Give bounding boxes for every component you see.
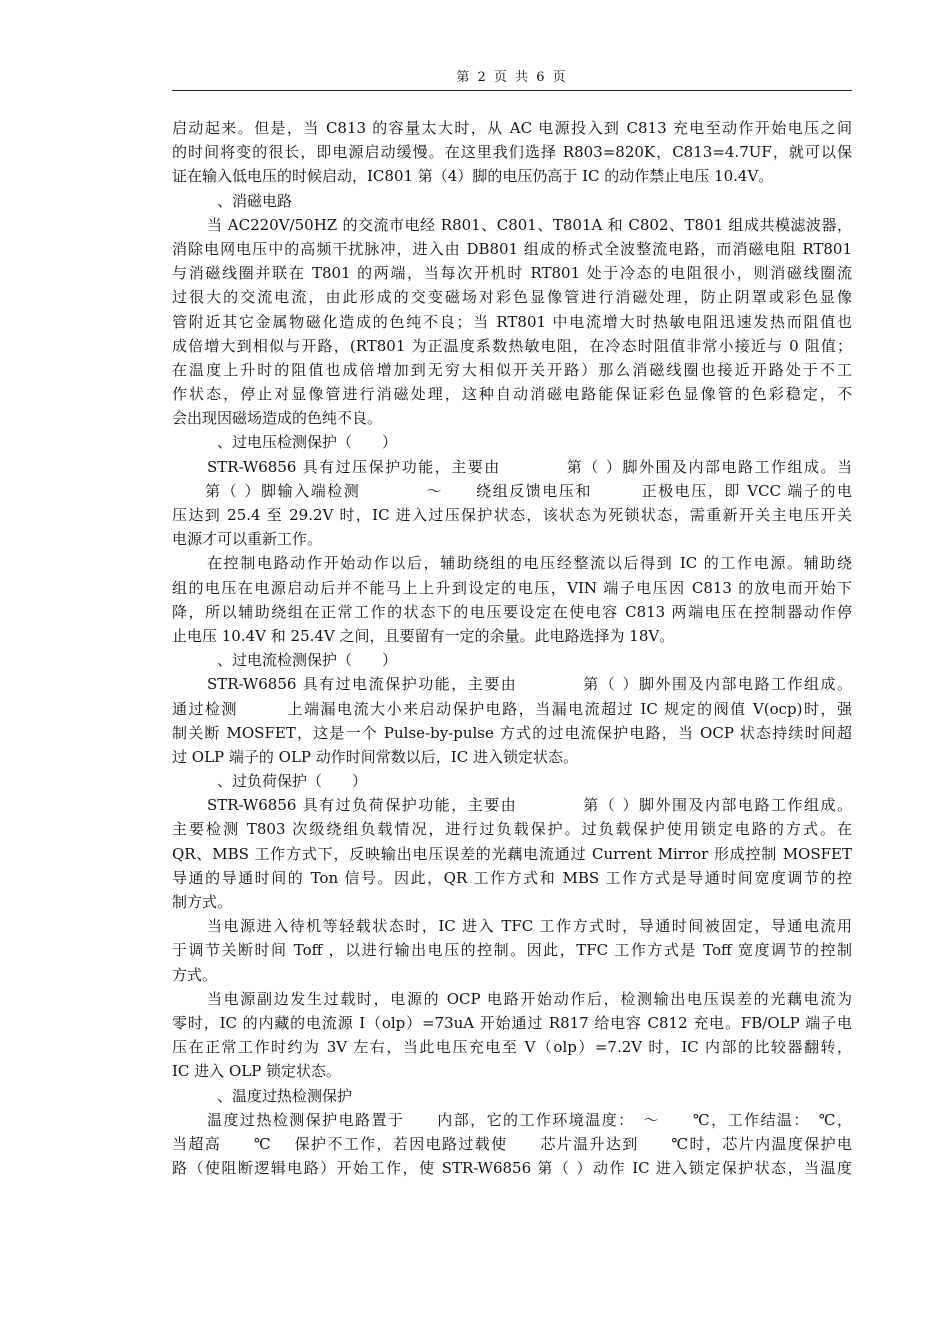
text-line: 、过负荷保护（ ） — [217, 772, 368, 791]
text-line: 过很大的交流电流，由此形成的交变磁场对彩色显像管进行消磁处理，防止阴罩或彩色显像 — [172, 288, 852, 307]
text-line: STR-W6856 具有过压保护功能，主要由 第（ ）脚外围及内部电路工作组成。当 — [207, 457, 852, 476]
text-line: 路（使阻断逻辑电路）开始工作，使 STR-W6856 第（ ）动作 IC 进入锁定保护状态，当温度 — [172, 1159, 852, 1178]
text-line: 证在输入低电压的时候启动，IC801 第（4）脚的电压仍高于 IC 的动作禁止电压 10.4V。 — [172, 167, 774, 186]
text-line: 当 AC220V/50HZ 的交流市电经 R801、C801、T801A 和 C802、T801 组成共模滤波器， — [207, 215, 852, 234]
text-line: IC 进入 OLP 锁定状态。 — [172, 1062, 342, 1081]
text-line: STR-W6856 具有过负荷保护功能，主要由 第（ ）脚外围及内部电路工作组成。 — [207, 796, 852, 815]
text-line: 过 OLP 端子的 OLP 动作时间常数以后，IC 进入锁定状态。 — [172, 747, 578, 766]
text-line: 制关断 MOSFET，这是一个 Pulse-by-pulse 方式的过电流保护电路，当 OCP 状态持续时间超 — [172, 723, 852, 742]
text-line: 与消磁线圈并联在 T801 的两端，当每次开机时 RT801 处于冷态的电阻很小，则消磁线圈流 — [172, 264, 852, 283]
text-line: 的时间将变的很长，即电源启动缓慢。在这里我们选择 R803=820K，C813=4.7UF，就可以保 — [172, 143, 852, 162]
text-line: 管附近其它金属物磁化造成的色纯不良；当 RT801 中电流增大时热敏电阻迅速发热而阻值也 — [172, 312, 852, 331]
text-line: 作状态，停止对显像管进行消磁处理，这种自动消磁电路能保证彩色显像管的色彩稳定，不 — [172, 385, 852, 404]
page-header: 第 2 页 共 6 页 — [172, 68, 852, 91]
text-line: STR-W6856 具有过电流保护功能，主要由 第（ ）脚外围及内部电路工作组成。 — [207, 675, 852, 694]
text-line: 压达到 25.4 至 29.2V 时，IC 进入过压保护状态，该状态为死锁状态，需重新开关主电压开关 — [172, 506, 852, 524]
text-line: 通过检测 上端漏电流大小来启动保护电路，当漏电流超过 IC 规定的阀值 V(ocp)时，强 — [172, 699, 852, 718]
text-line: QR、MBS 工作方式下，反映输出电压误差的光藕电流通过 Current Mirror 形成控制 MOSFET — [172, 844, 852, 863]
text-line: 压在正常工作时约为 3V 左右，当此电压充电至 V（olp）=7.2V 时，IC 内部的比较器翻转， — [172, 1038, 852, 1057]
document-body — [172, 116, 852, 1180]
text-line: 组的电压在电源启动后并不能马上上升到设定的电压，VIN 端子电压因 C813 的放电而开始下 — [172, 578, 852, 597]
text-line: 当超高 ℃ 保护不工作，若因电路过载使 芯片温升达到 ℃时，芯片内温度保护电 — [172, 1134, 852, 1153]
text-line: 、过电流检测保护（ ） — [217, 651, 398, 670]
text-line: 零时，IC 的内藏的电流源 I（olp）=73uA 开始通过 R817 给电容 C812 充电。FB/OLP 端子电 — [172, 1013, 852, 1032]
text-line: 在温度上升时的阻值也成倍增加到无穷大相似开关开路）那么消磁线圈也接近开路处于不工 — [172, 360, 852, 379]
text-line: 制方式。 — [172, 893, 233, 911]
text-line: 当电源进入待机等轻载状态时，IC 进入 TFC 工作方式时，导通时间被固定，导通电流用 — [207, 917, 852, 936]
text-line: 降，所以辅助绕组在正常工作的状态下的电压要设定在使电容 C813 两端电压在控制器动作停 — [172, 602, 852, 621]
text-line: 导通的导通时间的 Ton 信号。因此，QR 工作方式和 MBS 工作方式是导通时间宽度调节的控 — [172, 868, 852, 887]
text-line: 电源才可以重新工作。 — [172, 530, 323, 549]
text-line: 温度过热检测保护电路置于 内部，它的工作环境温度： ～ ℃，工作结温： ℃， — [207, 1110, 852, 1129]
text-line: 消除电网电压中的高频干扰脉冲，进入由 DB801 组成的桥式全波整流电路，而消磁电阻 RT801 — [172, 239, 852, 258]
text-line: 主要检测 T803 次级绕组负载情况，进行过负载保护。过负载保护使用锁定电路的方式。在 — [172, 820, 852, 839]
text-line: 在控制电路动作开始动作以后，辅助绕组的电压经整流以后得到 IC 的工作电源。辅助绕 — [207, 554, 852, 573]
text-line: 第（ ）脚输入端检测 ～ 绕组反馈电压和 正极电压，即 VCC 端子的电 — [172, 481, 852, 500]
text-line: 、温度过热检测保护 — [217, 1086, 353, 1105]
text-line: 启动起来。但是，当 C813 的容量太大时，从 AC 电源投入到 C813 充电至动作开始电压之间 — [172, 119, 852, 137]
text-line: 止电压 10.4V 和 25.4V 之间，且要留有一定的余量。此电路选择为 18V。 — [172, 626, 675, 645]
text-line: 当电源副边发生过载时，电源的 OCP 电路开始动作后，检测输出电压误差的光藕电流为 — [207, 989, 852, 1008]
text-line: 、过电压检测保护（ ） — [217, 433, 398, 452]
text-line: 会出现因磁场造成的色纯不良。 — [172, 409, 383, 428]
text-line: 于调节关断时间 Toff ，以进行输出电压的控制。因此，TFC 工作方式是 Toff 宽度调节的控制 — [172, 941, 852, 960]
text-line: 成倍增大到相似与开路，(RT801 为正温度系数热敏电阻，在冷态时阻值非常小接近与 0 阻值； — [172, 336, 852, 355]
text-line: 方式。 — [172, 965, 218, 984]
text-line: 、消磁电路 — [217, 191, 293, 210]
